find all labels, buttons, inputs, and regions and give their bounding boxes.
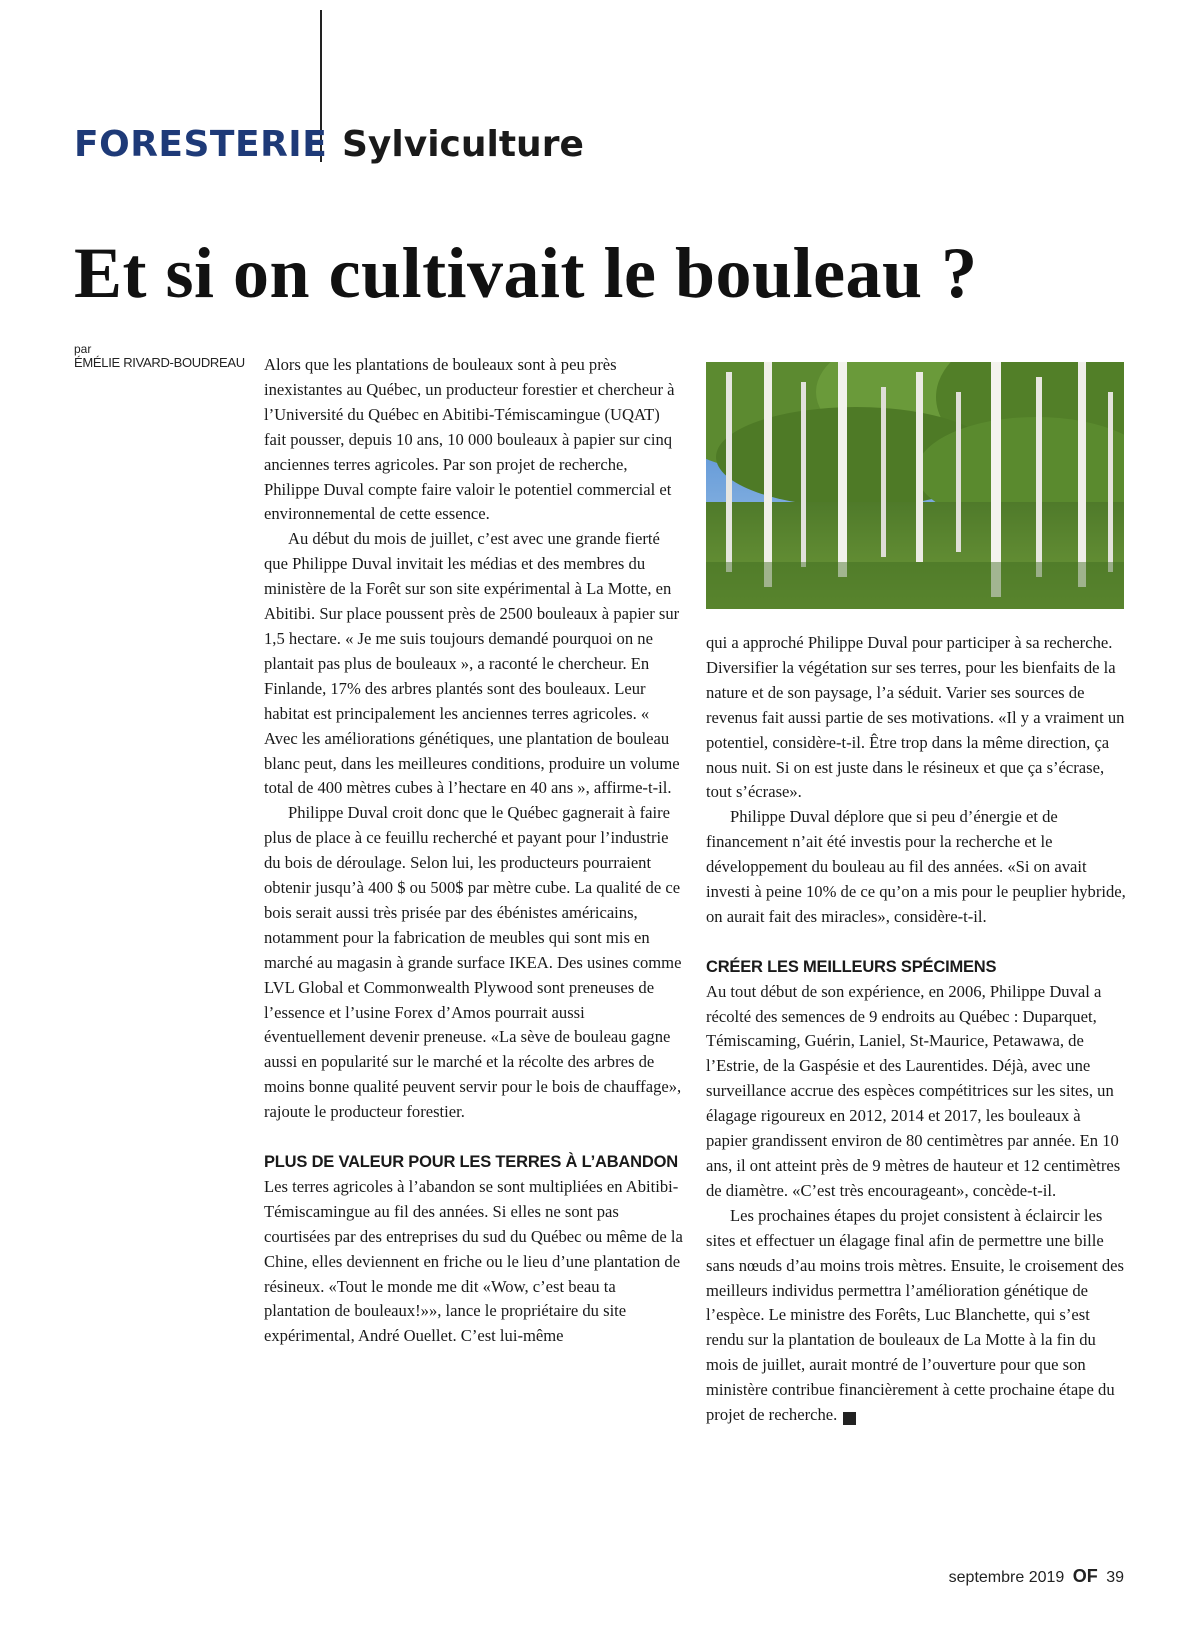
byline-prefix: par — [74, 342, 92, 356]
paragraph: Philippe Duval déplore que si peu d’énergie et de financement n’ait été investis pour la recherche et le développement du bouleau au fil des années. «Si on avait investi à peine 10% de ce qu’on a mis pour le peuplier hybride, on aurait fait des miracles», considère-t-il. — [706, 807, 1126, 926]
author-name: ÉMÉLIE RIVARD-BOUDREAU — [74, 355, 245, 370]
article-column-left — [264, 353, 684, 1349]
paragraph: Les terres agricoles à l’abandon se sont multipliées en Abitibi-Témiscamingue au fil des années. Si elles ne sont pas courtisées par des entreprises du sud du Québec ou même de la Chine, elles deviennent en friche ou le lieu d’une plantation de résineux. «Tout le monde me dit «Wow, c’est beau ta plantation de bouleaux!»», lance le propriétaire du site expérimental, André Ouellet. C’est lui-même — [264, 1176, 683, 1346]
paragraph-text: Les prochaines étapes du projet consistent à éclaircir les sites et effectuer un élagage final afin de permettre une bille sans nœuds d’au moins trois mètres. Ensuite, le croisement des meilleurs individus permettra l’amélioration génétique de l’espèce. Le ministre des Forêts, Luc Blanchette, qui s’est rendu sur la plantation de bouleaux de La Motte à la fin du mois de juillet, aurait montré de l’ouverture pour que son ministère contribue financièrement à cette prochaine étape du projet de recherche. — [706, 1205, 1124, 1425]
issue-date: septembre 2019 — [948, 1569, 1065, 1586]
paragraph: Au tout début de son expérience, en 2006, Philippe Duval a récolté des semences de 9 endroits au Québec : Duparquet, Témiscaming, Guérin, Laniel, St-Maurice, Petawawa, de l’Estrie, de la Gaspésie et des Laurentides. Déjà, avec une surveillance accrue des espèces compétitrices sur les sites, un élagage rigoureux en 2012, 2014 et 2017, les bouleaux à papier grandissent environ de 80 centimètres par année. En 10 ans, il ont atteint près de 9 mètres de hauteur et 12 centimètres de diamètre. «C’est très encourageant», concède-t-il. — [706, 981, 1121, 1200]
end-mark-icon: OF — [843, 1412, 856, 1425]
magazine-brand: OF — [1072, 1566, 1098, 1586]
section-label: FORESTERIE — [74, 124, 328, 165]
section-heading: CRÉER LES MEILLEURS SPÉCIMENS — [706, 957, 997, 976]
article-title: Et si on cultivait le bouleau ? — [74, 233, 978, 313]
paragraph: Philippe Duval croit donc que le Québec gagnerait à faire plus de place à ce feuillu recherché et payant pour l’industrie du bois de déroulage. Selon lui, les producteurs pourraient obtenir jusqu’à 400 $ ou 500$ par mètre cube. La qualité de ce bois serait aussi très prisée par des ébénistes américains, notamment pour la fabrication de meubles qui sont mis en marché au magasin à grande surface IKEA. Des usines comme LVL Global et Commonwealth Plywood sont preneuses de l’essence et l’usine Forex d’Amos pourrait aussi éventuellement devenir preneuse. «La sève de bouleau gagne aussi en popularité sur le marché et la récolte des arbres de moins bonne qualité peuvent servir pour le bois de chauffage», rajoute le producteur forestier. — [264, 803, 682, 1122]
page-footer — [949, 1566, 1124, 1587]
section-heading: PLUS DE VALEUR POUR LES TERRES À L’ABANDON — [264, 1152, 678, 1171]
birch-plantation-photo — [706, 362, 1124, 609]
paragraph: Alors que les plantations de bouleaux sont à peu près inexistantes au Québec, un producteur forestier et chercheur à l’Université du Québec en Abitibi-Témiscamingue (UQAT) fait pousser, depuis 10 ans, 10 000 bouleaux à papier sur cinq anciennes terres agricoles. Par son projet de recherche, Philippe Duval compte faire valoir le potentiel commercial et environnemental de cette essence. — [264, 355, 675, 524]
paragraph — [706, 1204, 1126, 1428]
paragraph: qui a approché Philippe Duval pour participer à sa recherche. Diversifier la végétation sur ses terres, pour les bienfaits de la nature et de son paysage, l’a séduit. Varier ses sources de revenus fait aussi partie de ses motivations. «Il y a vraiment un potentiel, considère-t-il. Être trop dans la même direction, ça nous nuit. Si on est juste dans le résineux et que ça s’écrase, tout s’écrase». — [706, 633, 1125, 802]
paragraph: Au début du mois de juillet, c’est avec une grande fierté que Philippe Duval invitait les médias et des membres du ministère de la Forêt sur son site expérimental à La Motte, en Abitibi. Sur place poussent près de 2500 bouleaux à papier sur 1,5 hectare. « Je me suis toujours demandé pourquoi on ne plantait pas plus de bouleaux », a raconté le chercheur. En Finlande, 17% des arbres plantés sont des bouleaux. Leur habitat est principalement les anciennes terres agricoles. « Avec les améliorations génétiques, une plantation de bouleau blanc peut, dans les meilleures conditions, produire un volume total de 400 mètres cubes à l’hectare en 40 ans », affirme-t-il. — [264, 529, 680, 798]
page-number: 39 — [1106, 1569, 1124, 1586]
byline — [74, 343, 254, 369]
subsection-label: Sylviculture — [342, 124, 584, 165]
article-column-right — [706, 631, 1126, 1428]
